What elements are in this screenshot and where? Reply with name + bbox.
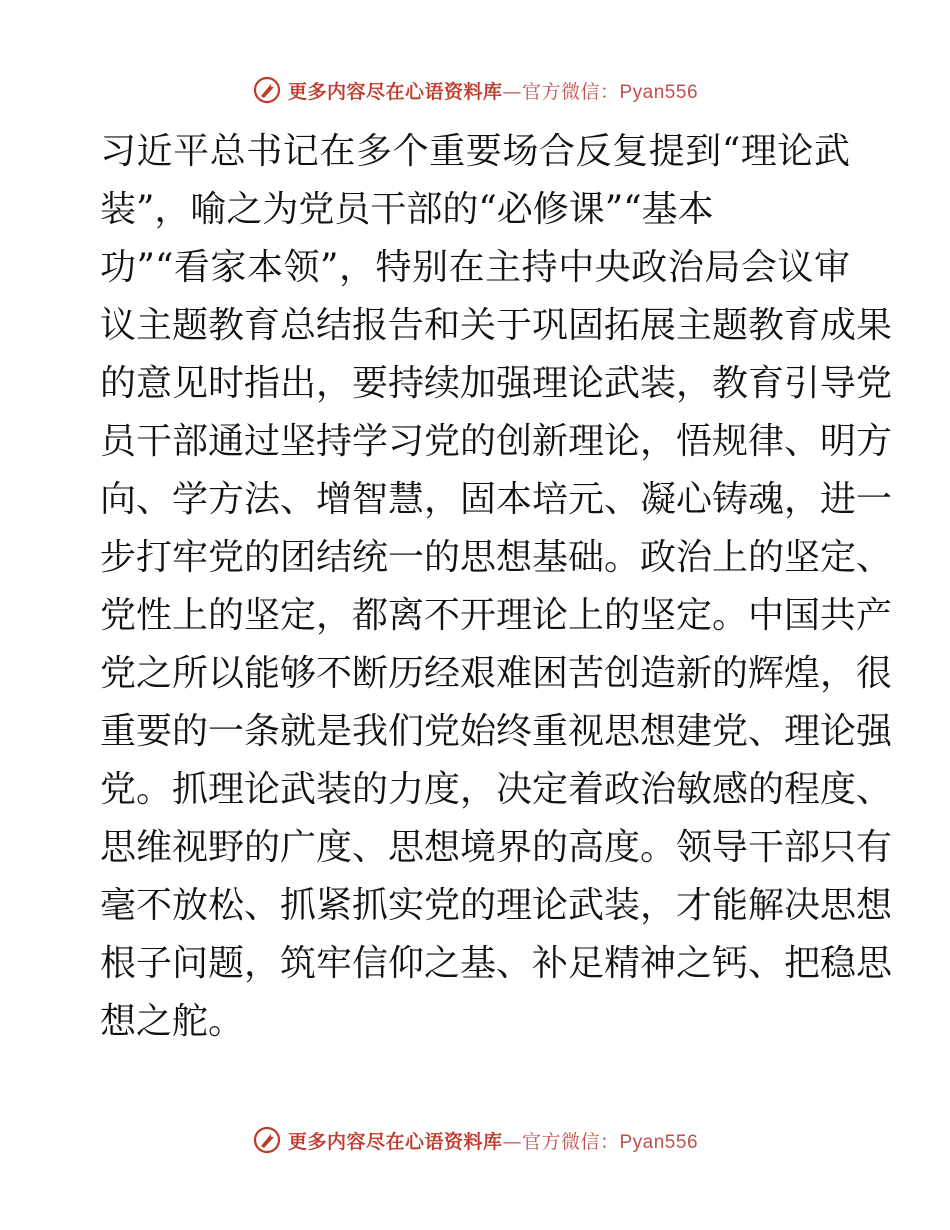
body-line: 装”，喻之为党员干部的“必修课”“基本 [100, 189, 714, 230]
footer-watermark [0, 1122, 950, 1158]
body-line: 党之所以能够不断历经艰难困苦创造新的辉煌，很 [100, 653, 893, 694]
body-line: 的意见时指出，要持续加强理论武装，教育引导党 [100, 363, 893, 404]
body-line: 毫不放松、抓紧抓实党的理论武装，才能解决思想 [100, 885, 893, 926]
watermark-text [288, 77, 698, 104]
body-line: 重要的一条就是我们党始终重视思想建党、理论强 [100, 711, 893, 752]
body-line: 党性上的坚定，都离不开理论上的坚定。中国共产 [100, 595, 893, 636]
watermark-text [288, 1127, 698, 1154]
pen-nib-logo-icon [252, 1125, 282, 1155]
body-line: 步打牢党的团结统一的思想基础。政治上的坚定、 [100, 537, 893, 578]
body-line: 员干部通过坚持学习党的创新理论，悟规律、明方 [100, 421, 893, 462]
watermark-brand: 更多内容尽在心语资料库 [287, 1130, 503, 1153]
watermark-wechat-id: Pyan556 [619, 1131, 699, 1153]
watermark-wechat-label: 官方微信： [521, 1130, 620, 1153]
body-line: 党。抓理论武装的力度，决定着政治敏感的程度、 [100, 769, 893, 810]
body-line: 功”“看家本领”，特别在主持中央政治局会议审 [100, 247, 850, 288]
header-watermark [0, 72, 950, 108]
pen-nib-logo-icon [252, 75, 282, 105]
watermark-wechat-id: Pyan556 [619, 81, 699, 103]
watermark-brand: 更多内容尽在心语资料库 [287, 80, 503, 103]
body-paragraph [100, 123, 893, 1051]
body-line: 向、学方法、增智慧，固本培元、凝心铸魂，进一 [100, 479, 893, 520]
body-line: 思维视野的广度、思想境界的高度。领导干部只有 [100, 827, 893, 868]
watermark-separator: — [502, 1130, 522, 1153]
watermark-wechat-label: 官方微信： [521, 80, 620, 103]
body-line: 议主题教育总结报告和关于巩固拓展主题教育成果 [100, 305, 893, 346]
body-line: 习近平总书记在多个重要场合反复提到“理论武 [100, 131, 850, 172]
body-line: 想之舵。 [100, 1001, 245, 1042]
body-line: 根子问题，筑牢信仰之基、补足精神之钙、把稳思 [100, 943, 893, 984]
watermark-separator: — [502, 80, 522, 103]
